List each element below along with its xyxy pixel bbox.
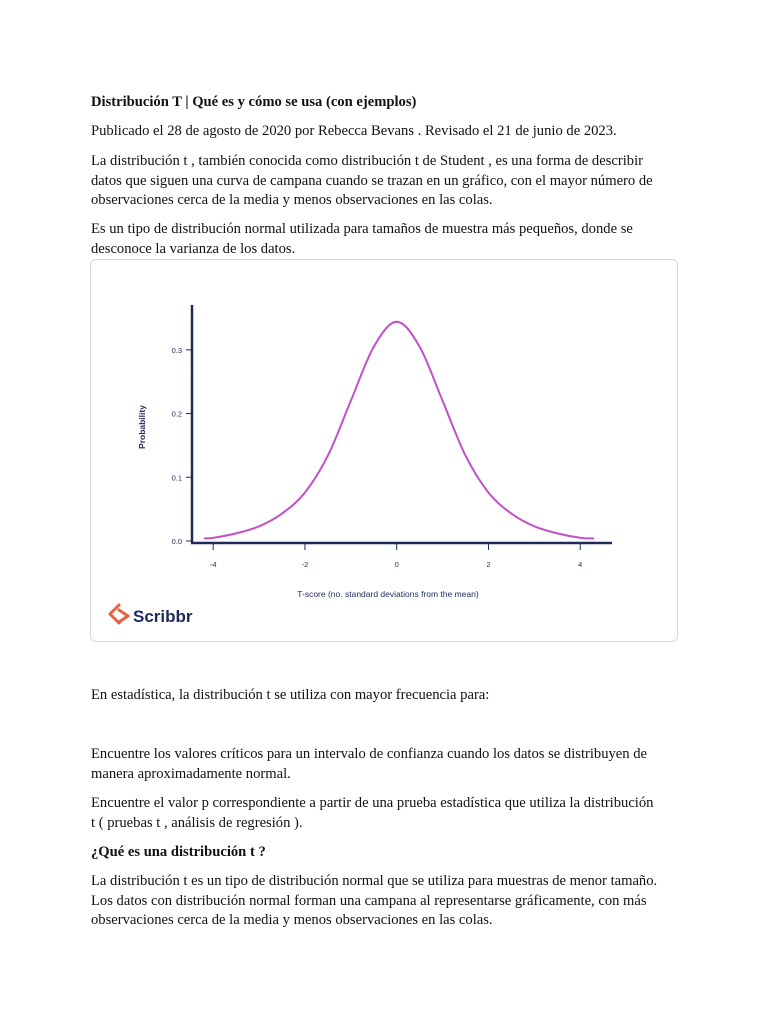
- intro-line-1: La distribución t , también conocida como distribución t de Student , es una forma de describir: [91, 153, 643, 169]
- intro2-line-1: Es un tipo de distribución normal utilizada para tamaños de muestra más pequeños, donde se: [91, 221, 633, 237]
- scribbr-logo-text: Scribbr: [133, 607, 193, 626]
- section-heading: ¿Qué es una distribución t ?: [91, 844, 266, 860]
- last-para-line-1: La distribución t es un tipo de distribución normal que se utiliza para muestras de menor tamaño.: [91, 873, 658, 889]
- t-distribution-figure: [90, 259, 678, 642]
- intro-line-3: observaciones cerca de la media y menos observaciones en las colas.: [91, 192, 493, 208]
- intro2-line-2: desconoce la varianza de los datos.: [91, 240, 296, 257]
- x-axis-label: T-score (no. standard deviations from the mean): [297, 589, 479, 599]
- x-tick-label: 2: [486, 560, 491, 569]
- y-tick-label: 0.0: [171, 537, 182, 546]
- y-tick-label: 0.3: [171, 345, 182, 355]
- publication-info: Publicado el 28 de agosto de 2020 por Rebecca Bevans . Revisado el 21 de junio de 2023.: [91, 123, 617, 139]
- last-para-line-2: Los datos con distribución normal forman una campana al representarse gráficamente, con más: [91, 892, 647, 909]
- use2-line-2: t ( pruebas t , análisis de regresión ).: [91, 814, 303, 831]
- x-tick-label: -2: [301, 560, 309, 569]
- scribbr-logo-icon: [110, 605, 128, 623]
- use2-line-1: Encuentre el valor p correspondiente a partir de una prueba estadística que utiliza la distribución: [91, 795, 654, 811]
- use1-line-2: manera aproximadamente normal.: [91, 765, 291, 782]
- scribbr-logo: [110, 605, 193, 626]
- intro-line-2: datos que siguen una curva de campana cuando se trazan en un gráfico, con el mayor número de: [91, 172, 653, 189]
- x-tick-label: 4: [578, 560, 583, 569]
- x-tick-label: -4: [209, 560, 217, 569]
- last-para-line-3: observaciones cerca de la media y menos observaciones en las colas.: [91, 912, 493, 928]
- document-title: Distribución T | Qué es y cómo se usa (con ejemplos): [91, 94, 417, 110]
- x-tick-label: 0: [394, 560, 399, 569]
- t-distribution-chart: [91, 260, 678, 642]
- t-distribution-curve: [204, 322, 594, 539]
- use1-line-1: Encuentre los valores críticos para un intervalo de confianza cuando los datos se distribuyen de: [91, 746, 647, 762]
- y-axis-label: Probability: [137, 405, 147, 449]
- y-tick-label: 0.2: [171, 409, 182, 419]
- usage-intro: En estadística, la distribución t se utiliza con mayor frecuencia para:: [91, 687, 490, 703]
- y-tick-label: 0.1: [171, 473, 182, 483]
